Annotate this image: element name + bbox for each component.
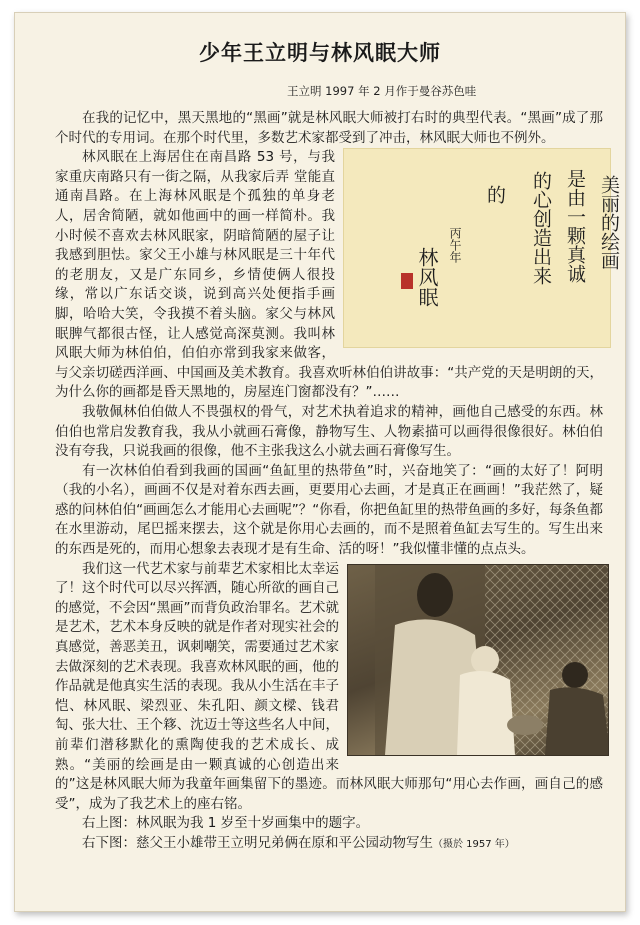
article-body	[55, 109, 620, 855]
calligraphy-seal	[401, 273, 413, 289]
child-2-head	[562, 662, 588, 688]
child-figure	[457, 671, 515, 755]
paragraph-5	[55, 560, 603, 815]
calligraphy-date: 丙午年	[448, 227, 462, 264]
father-head	[417, 573, 453, 617]
calligraphy-column-3: 的心创造出来	[530, 171, 552, 286]
paragraph-4: 有一次林伯伯看到我画的国画“鱼缸里的热带鱼”时，兴奋地笑了：“画的太好了！阿明（我的小名），画画不仅是对着东西去画，更要用心去画，才是真正在画画！”我茫然了，疑惑的问林伯伯“画画怎么才能用心去画呢”？“你看，你把鱼缸里的热带鱼画的多好，每条鱼都在水里游动，尾巴摇来摆去，这个就是你用心去画的，而不是照着鱼缸去写生的。写生出来的东西是死的，而用心想象去表现才是有生命、活的呀！”我似懂非懂的点点头。	[55, 462, 603, 558]
caption-bottom-text: 右下图：慈父王小雄带王立明兄弟俩在原和平公园动物写生	[82, 834, 433, 851]
paragraph-1: 在我的记忆中，黑天黑地的“黑画”就是林风眠大师被打右时的典型代表。“黑画”成了那个时代的专用词。在那个时代里，多数艺术家都受到了冲击，林风眠大师也不例外。	[55, 110, 603, 146]
article-title: 少年王立明与林风眠大师	[199, 41, 441, 65]
caption-bottom-note: （摄於 1957 年）	[433, 838, 515, 850]
calligraphy-column-4: 的	[484, 185, 506, 205]
paragraph-3: 我敬佩林伯伯做人不畏强权的骨气，对艺术执着追求的精神，画他自己感受的东西。林伯伯也常启发教育我，我从小就画石膏像，静物写生、人物素描可以画得很像很好。林伯伯没有夸我，只说我画的很像，他不主张我这么小就去画石膏像写生。	[55, 403, 603, 460]
paragraph-2-text: 林风眠在上海居住在南昌路 53 号，与我家重庆南路只有一街之隔，从我家后弄 堂能直通南昌路。在上海林风眠是个孤独的单身老人，居舍简陋，就如他画中的画一样简朴。我小时候不喜欢去林风眠家，阴暗简陋的屋子让我感到胆怯。家父王小雄与林风眠是三十年代的老朋友，又是广东同乡，乡情使俩人很投缘，常以广东话交谈，说到高兴处便指手画脚，哈哈大笑，令我摸不着头脑。家父与林风眠脾气都很古怪，让人感觉高深莫测。我叫林风眠大师为林伯伯，伯伯亦常到我家来做客，与父亲切磋西洋画、中国画及美术教育。我喜欢听林伯伯讲故事：“共产党的天是明朗的天，为什么你的画都是昏天黑地的，房屋连门窗都没有？”……	[55, 149, 603, 401]
animal	[507, 715, 543, 735]
calligraphy-column-1: 美丽的绘画	[598, 175, 620, 271]
paragraph-2	[55, 148, 620, 403]
article-byline: 王立明 1997 年 2 月作于曼谷苏色哇	[287, 84, 477, 98]
document-page	[14, 12, 626, 912]
calligraphy-signature: 林风眠	[415, 247, 439, 308]
child-head	[471, 646, 499, 674]
paragraph-5-text: 我们这一代艺术家与前辈艺术家相比太幸运了！这个时代可以尽兴挥洒，随心所欲的画自己的感觉，不会因“黑画”而背负政治罪名。艺术就是艺术，艺术本身反映的就是作者对现实社会的真感觉，善恶美丑，讽刺嘲笑，需要通过艺术家去做深刻的艺术表现。我喜欢林风眠的画，他的作品就是他真实生活的表现。我从小生活在丰子恺、林风眠、梁烈亚、朱孔阳、颜文樑、钱君匋、张大壮、王个簃、沈迈士等这些名人中间，前辈们潜移默化的熏陶使我的艺术成长、成熟。“美丽的绘画是由一颗真诚的心创造出来的”这是林风眠大师为我童年画集留下的墨迹。而林风眠大师那句“用心去作画，画自己的感受”，成为了我艺术上的座右铭。	[55, 560, 603, 812]
zoo-photo	[347, 564, 609, 756]
zoo-photo-drawing	[375, 565, 609, 755]
caption-bottom	[55, 834, 603, 855]
caption-top: 右上图：林风眠为我 1 岁至十岁画集中的题字。	[82, 815, 370, 832]
calligraphy-column-2: 是由一颗真诚	[564, 169, 586, 284]
calligraphy-drawing	[371, 149, 626, 347]
child-2-figure	[545, 687, 609, 755]
calligraphy-image	[343, 148, 620, 348]
